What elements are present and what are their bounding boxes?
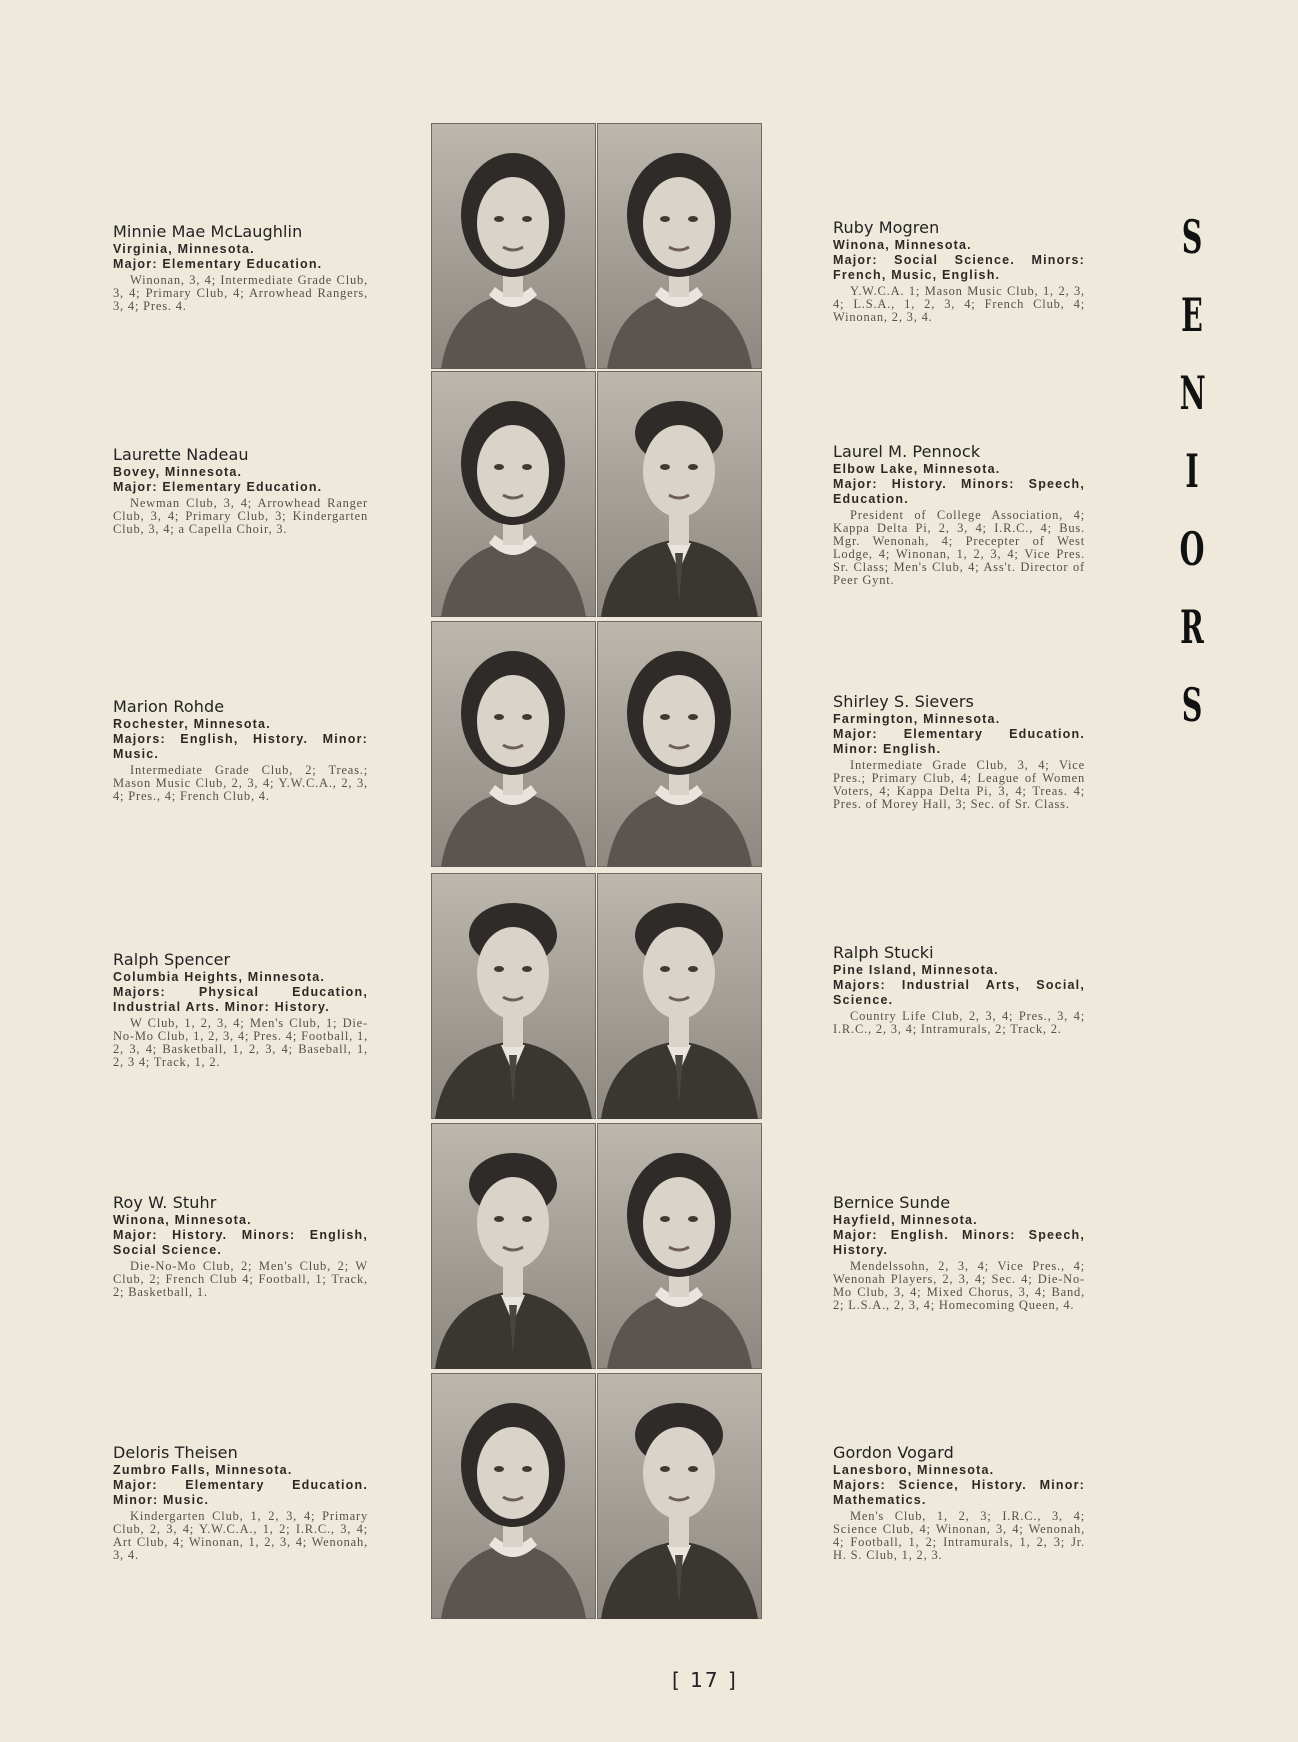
senior-activities: Die-No-Mo Club, 2; Men's Club, 2; W Club, 2; French Club 4; Football, 1; Track, 2; Basketball, 1. <box>113 1259 368 1299</box>
senior-hometown: Rochester, Minnesota. <box>113 717 271 731</box>
senior-major: Major: Elementary Education. <box>113 480 323 494</box>
senior-hometown: Winona, Minnesota. <box>833 238 972 252</box>
senior-activities: W Club, 1, 2, 3, 4; Men's Club, 1; Die-No-Mo Club, 1, 2, 3, 4; Pres. 4; Football, 1, 2, 3, 4; Basketball, 1, 2, 3, 4; Baseball, 1, 2, 3 4; Track, 1, 2. <box>113 1016 368 1069</box>
senior-hometown: Winona, Minnesota. <box>113 1213 252 1227</box>
section-title-letter: R <box>1180 600 1204 654</box>
senior-name: Laurel M. Pennock <box>833 442 981 461</box>
senior-name: Roy W. Stuhr <box>113 1193 217 1212</box>
senior-hometown: Columbia Heights, Minnesota. <box>113 970 326 984</box>
section-title-letter: S <box>1181 678 1203 732</box>
senior-major: Majors: Industrial Arts, Social, Science. <box>833 978 1085 1007</box>
senior-major: Major: Elementary Education. Minor: English. <box>833 727 1085 756</box>
senior-major: Major: English. Minors: Speech, History. <box>833 1228 1085 1257</box>
senior-name: Shirley S. Sievers <box>833 692 974 711</box>
section-title-seniors <box>1172 210 1212 756</box>
senior-activities: Mendelssohn, 2, 3, 4; Vice Pres., 4; Wenonah Players, 2, 3, 4; Sec. 4; Die-No-Mo Club, 3, 4; Mixed Chorus, 3, 4; Band, 2; L.S.A., 2, 3, 4; Homecoming Queen, 4. <box>833 1259 1085 1312</box>
senior-entry <box>833 1193 1085 1312</box>
senior-entry <box>113 445 368 536</box>
senior-major: Major: History. Minors: English, Social Science. <box>113 1228 368 1257</box>
senior-hometown: Pine Island, Minnesota. <box>833 963 999 977</box>
senior-entry <box>113 1193 368 1299</box>
senior-hometown: Hayfield, Minnesota. <box>833 1213 978 1227</box>
section-title-letter: N <box>1179 366 1206 420</box>
senior-activities: Newman Club, 3, 4; Arrowhead Ranger Club, 3, 4; Primary Club, 3; Kindergarten Club, 3, 4; a Capella Choir, 3. <box>113 496 368 536</box>
senior-name: Laurette Nadeau <box>113 445 249 464</box>
senior-portrait-photo <box>597 621 762 867</box>
senior-hometown: Lanesboro, Minnesota. <box>833 1463 995 1477</box>
senior-activities: Y.W.C.A. 1; Mason Music Club, 1, 2, 3, 4; L.S.A., 1, 2, 3, 4; French Club, 4; Winonan, 2, 3, 4. <box>833 284 1085 324</box>
senior-name: Ralph Stucki <box>833 943 934 962</box>
senior-portrait-photo <box>431 371 596 617</box>
senior-major: Major: Elementary Education. <box>113 257 323 271</box>
senior-entry <box>833 442 1085 587</box>
senior-entry <box>833 692 1085 811</box>
senior-name: Bernice Sunde <box>833 1193 951 1212</box>
senior-entry <box>833 1443 1085 1562</box>
senior-major: Majors: Physical Education, Industrial Arts. Minor: History. <box>113 985 368 1014</box>
senior-name: Minnie Mae McLaughlin <box>113 222 303 241</box>
senior-entry <box>113 222 368 313</box>
senior-hometown: Zumbro Falls, Minnesota. <box>113 1463 293 1477</box>
senior-portrait-photo <box>597 123 762 369</box>
section-title-letter: S <box>1181 210 1203 264</box>
senior-name: Deloris Theisen <box>113 1443 238 1462</box>
senior-portrait-photo <box>597 1373 762 1619</box>
senior-portrait-photo <box>431 873 596 1119</box>
senior-name: Ralph Spencer <box>113 950 231 969</box>
senior-portrait-photo <box>431 1123 596 1369</box>
senior-portrait-photo <box>597 371 762 617</box>
senior-hometown: Virginia, Minnesota. <box>113 242 255 256</box>
senior-portrait-photo <box>597 1123 762 1369</box>
senior-name: Marion Rohde <box>113 697 225 716</box>
senior-entry <box>833 218 1085 324</box>
senior-major: Major: Elementary Education. Minor: Music. <box>113 1478 368 1507</box>
senior-major: Majors: English, History. Minor: Music. <box>113 732 368 761</box>
senior-hometown: Bovey, Minnesota. <box>113 465 243 479</box>
senior-activities: Intermediate Grade Club, 2; Treas.; Mason Music Club, 2, 3, 4; Y.W.C.A., 2, 3, 4; Pres., 4; French Club, 4. <box>113 763 368 803</box>
senior-name: Ruby Mogren <box>833 218 940 237</box>
senior-portrait-photo <box>431 123 596 369</box>
section-title-letter: I <box>1185 444 1199 498</box>
senior-major: Majors: Science, History. Minor: Mathematics. <box>833 1478 1085 1507</box>
section-title-letter: E <box>1181 288 1203 342</box>
senior-name: Gordon Vogard <box>833 1443 954 1462</box>
senior-portrait-photo <box>597 873 762 1119</box>
senior-major: Major: Social Science. Minors: French, Music, English. <box>833 253 1085 282</box>
senior-activities: President of College Association, 4; Kappa Delta Pi, 2, 3, 4; I.R.C., 4; Bus. Mgr. Wenonah, 4; Precepter of West Lodge, 4; Winonan, 1, 2, 3, 4; Vice Pres. Sr. Class; Men's Club, 4; Ass't. Director of Peer Gynt. <box>833 508 1085 587</box>
senior-entry <box>113 1443 368 1562</box>
senior-activities: Men's Club, 1, 2, 3; I.R.C., 3, 4; Science Club, 4; Winonan, 3, 4; Wenonah, 4; Football, 1, 2; Intramurals, 1, 2, 3; Jr. H. S. Club, 1, 2, 3. <box>833 1509 1085 1562</box>
senior-activities: Kindergarten Club, 1, 2, 3, 4; Primary Club, 2, 3, 4; Y.W.C.A., 1, 2; I.R.C., 3, 4; Art Club, 4; Winonan, 1, 2, 3, 4; Wenonah, 3, 4. <box>113 1509 368 1562</box>
senior-entry <box>113 950 368 1069</box>
senior-activities: Country Life Club, 2, 3, 4; Pres., 3, 4; I.R.C., 2, 3, 4; Intramurals, 2; Track, 2. <box>833 1009 1085 1036</box>
senior-entry <box>833 943 1085 1036</box>
senior-major: Major: History. Minors: Speech, Education. <box>833 477 1085 506</box>
senior-hometown: Elbow Lake, Minnesota. <box>833 462 1001 476</box>
senior-activities: Intermediate Grade Club, 3, 4; Vice Pres.; Primary Club, 4; League of Women Voters, 4; Kappa Delta Pi, 3, 4; Treas. 4; Pres. of Morey Hall, 3; Sec. of Sr. Class. <box>833 758 1085 811</box>
page-number: [ 17 ] <box>672 1668 738 1692</box>
senior-entry <box>113 697 368 803</box>
senior-portrait-photo <box>431 621 596 867</box>
senior-activities: Winonan, 3, 4; Intermediate Grade Club, 3, 4; Primary Club, 4; Arrowhead Rangers, 3, 4; Pres. 4. <box>113 273 368 313</box>
section-title-letter: O <box>1179 522 1205 576</box>
senior-hometown: Farmington, Minnesota. <box>833 712 1001 726</box>
senior-portrait-photo <box>431 1373 596 1619</box>
